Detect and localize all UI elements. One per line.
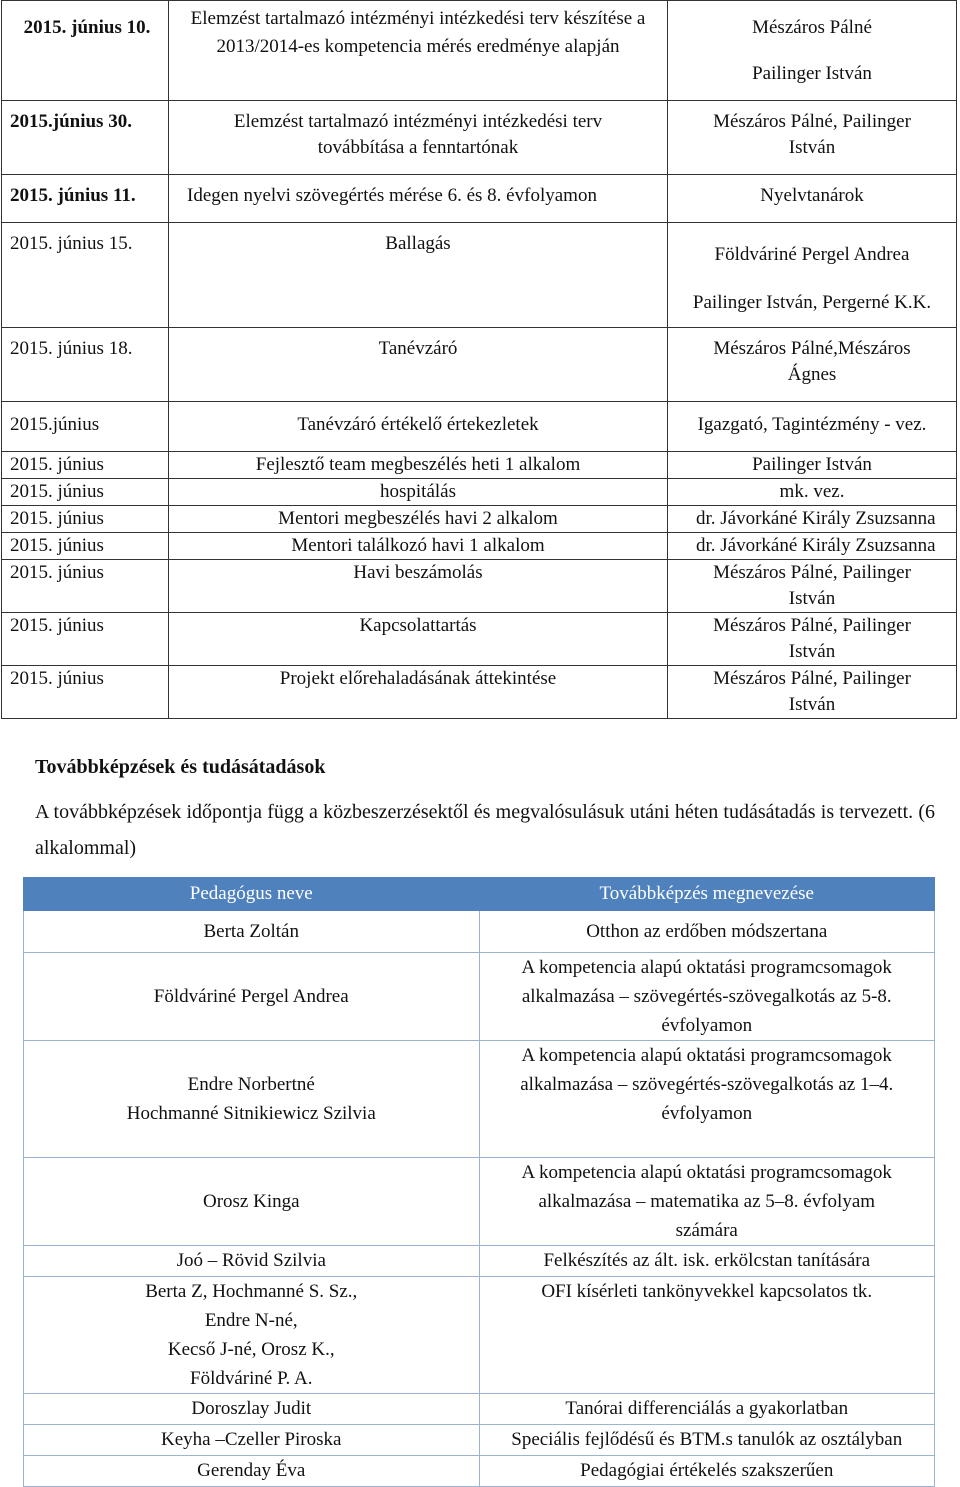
schedule-row (2, 1, 957, 101)
schedule-date: 2015. június (2, 533, 169, 560)
schedule-table (1, 0, 957, 719)
training-course: Speciális fejlődésű és BTM.s tanulók az osztályban (479, 1425, 935, 1456)
schedule-date: 2015.június 30. (2, 101, 169, 175)
schedule-row (2, 223, 957, 328)
schedule-row (2, 506, 957, 533)
training-course: A kompetencia alapú oktatási programcsomagok alkalmazása – matematika az 5–8. évfolyam számára (479, 1158, 935, 1246)
schedule-row (2, 175, 957, 223)
schedule-date: 2015. június (2, 479, 169, 506)
schedule-activity: Ballagás (169, 223, 668, 328)
schedule-date: 2015. június (2, 613, 169, 666)
schedule-date: 2015. június (2, 506, 169, 533)
schedule-responsible: dr. Jávorkáné Király Zsuzsanna (668, 533, 957, 560)
training-course: Pedagógiai értékelés szakszerűen (479, 1456, 935, 1487)
schedule-activity: Idegen nyelvi szövegértés mérése 6. és 8. évfolyamon (169, 175, 668, 223)
schedule-responsible: Mészáros Pálné, Pailinger István (668, 666, 957, 719)
schedule-date: 2015. június 11. (2, 175, 169, 223)
schedule-date: 2015.június (2, 402, 169, 452)
schedule-row (2, 101, 957, 175)
training-teacher: Gerenday Éva (24, 1456, 480, 1487)
schedule-date: 2015. június 15. (2, 223, 169, 328)
training-teacher: Endre Norbertné Hochmanné Sitnikiewicz Szilvia (24, 1041, 480, 1158)
schedule-activity: Elemzést tartalmazó intézményi intézkedési terv továbbítása a fenntartónak (169, 101, 668, 175)
schedule-activity: Fejlesztő team megbeszélés heti 1 alkalom (169, 452, 668, 479)
training-course: A kompetencia alapú oktatási programcsomagok alkalmazása – szövegértés-szövegalkotás az 1–4. évfolyamon (479, 1041, 935, 1158)
training-table (23, 877, 935, 1487)
schedule-responsible: Nyelvtanárok (668, 175, 957, 223)
training-row (24, 911, 935, 953)
training-row (24, 1394, 935, 1425)
training-teacher: Földváriné Pergel Andrea (24, 953, 480, 1041)
schedule-activity: hospitálás (169, 479, 668, 506)
schedule-date: 2015. június (2, 666, 169, 719)
training-teacher: Joó – Rövid Szilvia (24, 1246, 480, 1277)
schedule-responsible: dr. Jávorkáné Király Zsuzsanna (668, 506, 957, 533)
header-course-name: Továbbképzés megnevezése (479, 878, 935, 911)
schedule-row (2, 328, 957, 402)
schedule-row (2, 666, 957, 719)
training-row (24, 1456, 935, 1487)
schedule-activity: Mentori találkozó havi 1 alkalom (169, 533, 668, 560)
schedule-responsible: Mészáros Pálné, Pailinger István (668, 613, 957, 666)
schedule-responsible: Mészáros Pálné, Pailinger István (668, 560, 957, 613)
schedule-row (2, 560, 957, 613)
schedule-activity: Tanévzáró értékelő értekezletek (169, 402, 668, 452)
schedule-activity: Tanévzáró (169, 328, 668, 402)
training-row (24, 1277, 935, 1394)
schedule-date: 2015. június (2, 560, 169, 613)
schedule-activity: Mentori megbeszélés havi 2 alkalom (169, 506, 668, 533)
schedule-row (2, 533, 957, 560)
training-teacher: Doroszlay Judit (24, 1394, 480, 1425)
schedule-row (2, 452, 957, 479)
schedule-activity: Kapcsolattartás (169, 613, 668, 666)
training-course: Tanórai differenciálás a gyakorlatban (479, 1394, 935, 1425)
training-row (24, 1041, 935, 1158)
training-header-row (24, 878, 935, 911)
training-row (24, 953, 935, 1041)
schedule-activity: Havi beszámolás (169, 560, 668, 613)
schedule-responsible: Igazgató, Tagintézmény - vez. (668, 402, 957, 452)
schedule-date: 2015. június 18. (2, 328, 169, 402)
schedule-responsible: mk. vez. (668, 479, 957, 506)
training-row (24, 1246, 935, 1277)
schedule-responsible: Mészáros Pálné, Pailinger István (668, 101, 957, 175)
training-teacher: Berta Zoltán (24, 911, 480, 953)
schedule-row (2, 613, 957, 666)
schedule-row (2, 402, 957, 452)
training-course: Otthon az erdőben módszertana (479, 911, 935, 953)
training-row (24, 1158, 935, 1246)
training-course: Felkészítés az ált. isk. erkölcstan tanítására (479, 1246, 935, 1277)
schedule-date: 2015. június (2, 452, 169, 479)
section-paragraph: A továbbképzések időpontja függ a közbeszerzésektől és megvalósulásuk utáni héten tudásátadás is tervezett. (6 alkalommal) (35, 801, 935, 859)
training-teacher: Berta Z, Hochmanné S. Sz., Endre N-né, Kecső J-né, Orosz K., Földváriné P. A. (24, 1277, 480, 1394)
schedule-row (2, 479, 957, 506)
schedule-activity: Elemzést tartalmazó intézményi intézkedési terv készítése a 2013/2014-es kompetencia mérés eredménye alapján (169, 1, 668, 101)
training-teacher: Orosz Kinga (24, 1158, 480, 1246)
training-teacher: Keyha –Czeller Piroska (24, 1425, 480, 1456)
schedule-date: 2015. június 10. (2, 1, 169, 101)
schedule-responsible: Földváriné Pergel Andrea Pailinger István, Pergerné K.K. (668, 223, 957, 328)
header-teacher-name: Pedagógus neve (24, 878, 480, 911)
schedule-responsible: Mészáros Pálné,Mészáros Ágnes (668, 328, 957, 402)
training-row (24, 1425, 935, 1456)
training-course: OFI kísérleti tankönyvekkel kapcsolatos tk. (479, 1277, 935, 1394)
schedule-activity: Projekt előrehaladásának áttekintése (169, 666, 668, 719)
schedule-responsible: Pailinger István (668, 452, 957, 479)
section-title: Továbbképzések és tudásátadások (35, 756, 326, 778)
schedule-responsible: Mészáros Pálné Pailinger István (668, 1, 957, 101)
training-course: A kompetencia alapú oktatási programcsomagok alkalmazása – szövegértés-szövegalkotás az 5-8. évfolyamon (479, 953, 935, 1041)
